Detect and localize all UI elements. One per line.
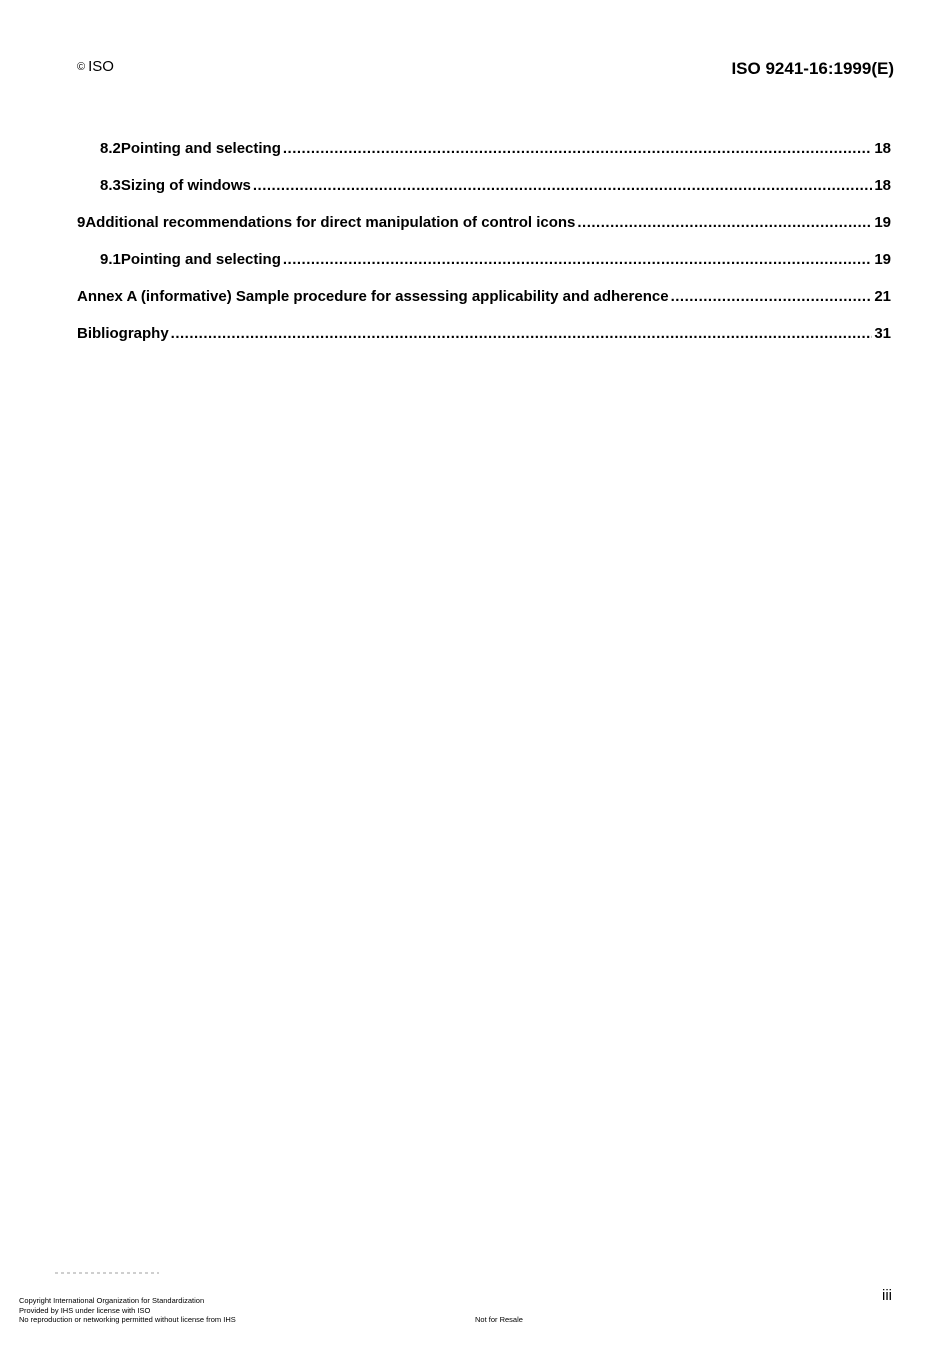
toc-entry-number: 9 xyxy=(77,214,86,231)
toc-entry-page: 18 xyxy=(874,177,891,194)
header-copyright xyxy=(77,58,114,76)
toc-entry-page: 31 xyxy=(874,325,891,342)
toc-leader-dots xyxy=(253,177,872,195)
toc-leader-dots xyxy=(577,214,872,232)
toc-entry[interactable] xyxy=(77,288,891,306)
header-org: ISO xyxy=(88,58,114,75)
copyright-symbol: © xyxy=(77,61,86,73)
document-identifier: ISO 9241-16:1999(E) xyxy=(731,59,894,78)
toc-entry-number: 8.3 xyxy=(100,177,121,194)
toc-entry-number: 8.2 xyxy=(100,140,121,157)
footer-line: Copyright International Organization for Standardization xyxy=(19,1296,205,1305)
footer-line: Provided by IHS under license with ISO xyxy=(19,1305,151,1315)
footer-line: No reproduction or networking permitted without license from IHS xyxy=(19,1315,236,1324)
toc-entry-number: 9.1 xyxy=(100,251,121,268)
toc-entry-page: 19 xyxy=(874,251,891,268)
toc-leader-dots xyxy=(283,140,872,158)
toc-entry-page: 21 xyxy=(874,288,891,305)
page-number: iii xyxy=(882,1287,892,1304)
toc-entry[interactable] xyxy=(77,177,891,195)
toc-entry[interactable] xyxy=(77,140,891,158)
toc-leader-dots xyxy=(671,288,873,306)
toc-entry-page: 19 xyxy=(874,214,891,231)
toc-entry[interactable] xyxy=(77,214,891,232)
copyright-footer xyxy=(19,1296,236,1325)
toc-leader-dots xyxy=(171,325,873,343)
table-of-contents xyxy=(77,140,891,362)
toc-entry-page: 18 xyxy=(874,140,891,157)
toc-entry-title: Pointing and selecting xyxy=(120,251,281,268)
toc-leader-dots xyxy=(283,251,872,269)
toc-entry-title: Bibliography xyxy=(77,325,169,342)
toc-entry[interactable] xyxy=(77,325,891,343)
toc-entry-title: Pointing and selecting xyxy=(120,140,281,157)
scan-artifact xyxy=(55,1272,159,1274)
toc-entry-title: Sizing of windows xyxy=(120,177,251,194)
toc-entry-title: Annex A (informative) Sample procedure for assessing applicability and adherence xyxy=(77,288,669,305)
not-for-resale-notice: Not for Resale xyxy=(475,1315,523,1324)
toc-entry-title: Additional recommendations for direct manipulation of control icons xyxy=(85,214,576,231)
toc-entry[interactable] xyxy=(77,251,891,269)
